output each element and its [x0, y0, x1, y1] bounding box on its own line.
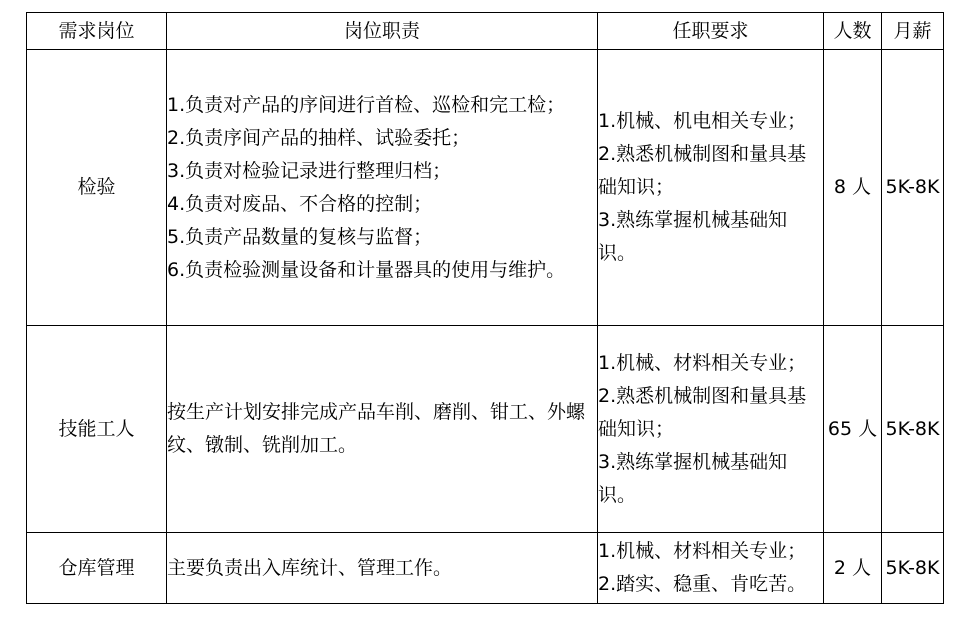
table-row: [27, 50, 944, 326]
requirement-item: 1.机械、材料相关专业；: [598, 351, 807, 374]
count-cell: 65 人: [824, 326, 882, 533]
duty-item: 3.负责对检验记录进行整理归档；: [167, 159, 452, 182]
duty-item: 6.负责检验测量设备和计量器具的使用与维护。: [167, 258, 566, 281]
duties-cell: [167, 326, 598, 533]
table-row: [27, 326, 944, 533]
requirement-item: 3.熟练掌握机械基础知识。: [598, 450, 788, 506]
count-cell: 8 人: [824, 50, 882, 326]
position-cell: 仓库管理: [27, 533, 167, 604]
salary-cell: 5K-8K: [882, 50, 944, 326]
requirements-cell: [598, 326, 824, 533]
duty-item: 2.负责序间产品的抽样、试验委托；: [167, 126, 471, 149]
header-position: 需求岗位: [27, 13, 167, 50]
duty-item: 5.负责产品数量的复核与监督；: [167, 225, 433, 248]
salary-cell: 5K-8K: [882, 326, 944, 533]
header-row: [27, 13, 944, 50]
table-row: [27, 533, 944, 604]
duties-cell: [167, 533, 598, 604]
requirement-item: 3.熟练掌握机械基础知识。: [598, 209, 788, 264]
requirements-cell: [598, 50, 824, 326]
recruitment-table: [26, 12, 944, 604]
header-duties: 岗位职责: [167, 13, 598, 50]
duty-item: 主要负责出入库统计、管理工作。: [167, 556, 453, 579]
position-cell: 检验: [27, 50, 167, 326]
header-requirements: 任职要求: [598, 13, 824, 50]
salary-cell: 5K-8K: [882, 533, 944, 604]
duty-item: 1.负责对产品的序间进行首检、巡检和完工检；: [167, 93, 566, 116]
count-cell: 2 人: [824, 533, 882, 604]
requirement-item: 2.熟悉机械制图和量具基础知识；: [598, 384, 807, 440]
requirement-item: 2.熟悉机械制图和量具基础知识；: [598, 143, 807, 198]
header-salary: 月薪: [882, 13, 944, 50]
position-cell: 技能工人: [27, 326, 167, 533]
header-count: 人数: [824, 13, 882, 50]
duties-cell: [167, 50, 598, 326]
requirements-cell: [598, 533, 824, 604]
requirement-item: 1.机械、机电相关专业；: [598, 110, 807, 132]
duty-item: 4.负责对废品、不合格的控制；: [167, 192, 433, 215]
requirement-item: 1.机械、材料相关专业；: [598, 540, 807, 562]
duty-item: 按生产计划安排完成产品车削、磨削、钳工、外螺纹、镦制、铣削加工。: [167, 401, 586, 456]
requirement-item: 2.踏实、稳重、肯吃苦。: [598, 573, 807, 595]
